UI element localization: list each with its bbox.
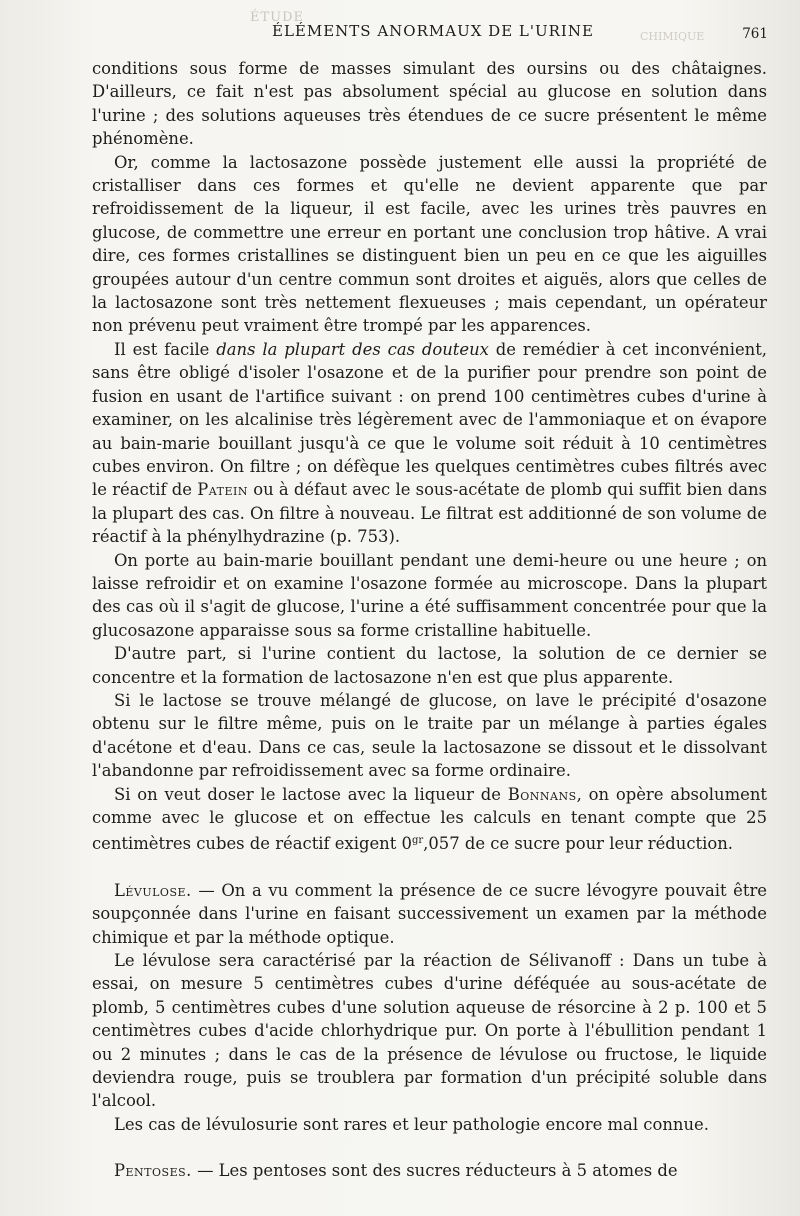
- paragraph-7-end: ,057 de ce sucre pour leur réduction.: [423, 834, 733, 854]
- paragraph-3-middle: de remédier à cet inconvénient, sans être obligé d'isoler l'osazone et de la purifier pour prendre son point de fusion en usant de l'artifice suivant : on prend 100 centimètres cubes d'urine à examiner, on les alcalinise très légèrement avec de l'ammoniaque et on évapore au bain-marie bouillant jusqu'à ce que le volume soit réduit à 10 centimètres cubes environ. On filtre ; on défèque les quelques centimètres cubes filtrés avec le réactif de: [92, 339, 767, 500]
- bleed-through-text: ÉTUDE: [250, 10, 305, 25]
- section-pentoses: [92, 1159, 767, 1182]
- author-name-bonnans: Bonnans: [507, 784, 577, 804]
- paragraph-7: [92, 783, 767, 856]
- running-head: ÉLÉMENTS ANORMAUX DE L'URINE: [272, 22, 594, 40]
- paragraph-3-end: ou à défaut avec le sous-acétate de plomb qui suffit bien dans la plupart des cas. On filtre à nouveau. Le filtrat est additionné de son volume de réactif à la phénylhydrazine (p. 753).: [92, 480, 767, 547]
- section-levulose-text: — On a vu comment la présence de ce sucre lévogyre pouvait être soupçonnée dans l'urine en faisant successivement un examen par la méthode chimique et par la méthode optique.: [92, 880, 767, 947]
- paragraph-5: D'autre part, si l'urine contient du lactose, la solution de ce dernier se concentre et la formation de lactosazone n'en est que plus apparente.: [92, 644, 767, 687]
- page-number: 761: [742, 26, 768, 42]
- unit-superscript: gr: [411, 835, 424, 847]
- paragraph-10: Les cas de lévulosurie sont rares et leur pathologie encore mal connue.: [114, 1114, 709, 1134]
- paragraph-1: conditions sous forme de masses simulant des oursins ou des châtaignes. D'ailleurs, ce fait n'est pas absolument spécial au glucose en solution dans l'urine ; des solutions aqueuses très étendues de ce sucre présentent le même phénomène.: [92, 59, 767, 149]
- section-levulose: [92, 879, 767, 949]
- section-pentoses-text: — Les pentoses sont des sucres réducteurs à 5 atomes de: [191, 1161, 678, 1181]
- paragraph-9: Le lévulose sera caractérisé par la réaction de Sélivanoff : Dans un tube à essai, on mesure 5 centimètres cubes d'urine déféquée au sous-acétate de plomb, 5 centimètres cubes d'une solution aqueuse de résorcine à 2 p. 100 et 5 centimètres cubes d'acide chlorhydrique pur. On porte à l'ébullition pendant 1 ou 2 minutes ; dans le cas de la présence de lévulose ou fructose, le liquide deviendra rouge, puis se troublera par formation d'un précipité soluble dans l'alcool.: [92, 951, 767, 1111]
- section-heading-pentoses: Pentoses.: [114, 1161, 192, 1181]
- section-heading-levulose: Lévulose.: [114, 880, 192, 900]
- paragraph-2: Or, comme la lactosazone possède justement elle aussi la propriété de cristalliser dans ces formes et qu'elle ne devient apparente que par refroidissement de la liqueur, il est facile, avec les urines très pauvres en glucose, de commettre une erreur en portant une conclusion trop hâtive. A vrai dire, ces formes cristallines se distinguent bien un peu en ce que les aiguilles groupées autour d'un centre commun sont droites et aiguës, alors que celles de la lactosazone sont très nettement flexueuses ; mais cependant, un opérateur non prévenu peut vraiment être trompé par les apparences.: [92, 152, 767, 336]
- bleed-through-text-right: CHIMIQUE: [640, 30, 705, 43]
- paragraph-4: On porte au bain-marie bouillant pendant une demi-heure ou une heure ; on laisse refroidir et on examine l'osazone formée au microscope. Dans la plupart des cas où il s'agit de glucose, l'urine a été suffisamment concentrée pour que la glucosazone apparaisse sous sa forme cristalline habituelle.: [92, 550, 767, 640]
- paragraph-3: [92, 338, 767, 549]
- paragraph-7-start: Si on veut doser le lactose avec la liqueur de: [114, 784, 508, 804]
- italic-phrase: dans la plupart des cas douteux: [216, 339, 489, 359]
- page-header: [92, 22, 768, 46]
- author-name-patein: Patein: [197, 480, 248, 500]
- paragraph-7-middle: , on opère absolument comme avec le glucose et on effectue les calculs en tenant compte que 25 centimètres cubes de réactif exigent 0: [92, 784, 767, 854]
- body-text: [92, 57, 767, 1183]
- paragraph-3-start: Il est facile: [114, 339, 217, 359]
- paragraph-6: Si le lactose se trouve mélangé de glucose, on lave le précipité d'osazone obtenu sur le filtre même, puis on le traite par un mélange à parties égales d'acétone et d'eau. Dans ce cas, seule la lactosazone se dissout et le dissolvant l'abandonne par refroidissement avec sa forme ordinaire.: [92, 690, 767, 781]
